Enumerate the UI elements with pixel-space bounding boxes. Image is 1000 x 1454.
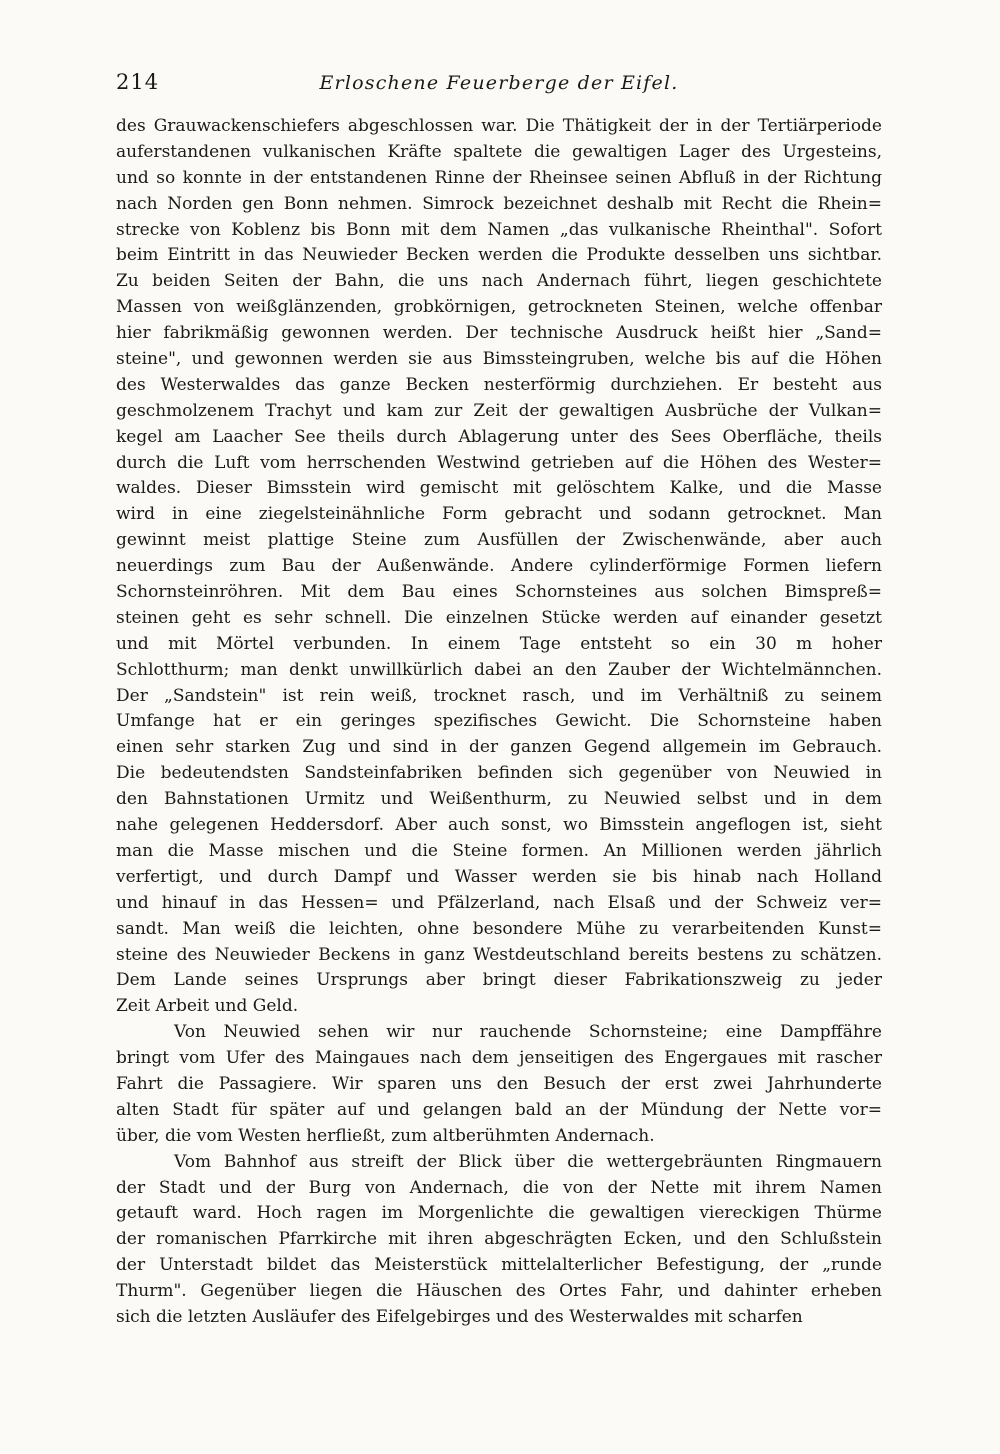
text-line: über, die vom Westen herfließt, zum altberühmten Andernach. bbox=[116, 1125, 655, 1146]
running-title: Erloschene Feuerberge der Eifel. bbox=[319, 72, 679, 94]
text-line: und hinauf in das Hessen= und Pfälzerland, nach Elsaß und der Schweiz ver= bbox=[116, 892, 882, 913]
text-line: Fahrt die Passagiere. Wir sparen uns den Besuch der erst zwei Jahrhunderte bbox=[116, 1073, 882, 1094]
text-line: kegel am Laacher See theils durch Ablagerung unter des Sees Oberfläche, theils bbox=[116, 426, 882, 447]
text-line: beim Eintritt in das Neuwieder Becken werden die Produkte desselben uns sichtbar. bbox=[116, 245, 882, 266]
text-line: des Grauwackenschiefers abgeschlossen war. Die Thätigkeit der in der Tertiärperiode bbox=[116, 116, 882, 136]
text-line: nach Norden gen Bonn nehmen. Simrock bezeichnet deshalb mit Recht die Rhein= bbox=[116, 193, 882, 214]
text-line: geschmolzenem Trachyt und kam zur Zeit der gewaltigen Ausbrüche der Vulkan= bbox=[116, 400, 882, 421]
text-line: Zu beiden Seiten der Bahn, die uns nach Andernach führt, liegen geschichtete bbox=[116, 271, 882, 292]
body-text bbox=[116, 114, 882, 1331]
text-line: man die Masse mischen und die Steine formen. An Millionen werden jährlich bbox=[116, 840, 882, 861]
text-line: wird in eine ziegelsteinähnliche Form gebracht und sodann getrocknet. Man bbox=[116, 504, 882, 525]
running-head bbox=[116, 70, 882, 102]
text-line: auferstandenen vulkanischen Kräfte spaltete die gewaltigen Lager des Urgesteins, bbox=[116, 141, 882, 162]
text-line: waldes. Dieser Bimsstein wird gemischt mit gelöschtem Kalke, und die Masse bbox=[116, 478, 882, 499]
text-line: Schornsteinröhren. Mit dem Bau eines Schornsteines aus solchen Bimspreß= bbox=[116, 582, 882, 603]
text-line: Vom Bahnhof aus streift der Blick über die wettergebräunten Ringmauern bbox=[174, 1151, 882, 1172]
text-line: und mit Mörtel verbunden. In einem Tage entsteht so ein 30 m hoher bbox=[116, 633, 882, 654]
text-line: alten Stadt für später auf und gelangen bald an der Mündung der Nette vor= bbox=[116, 1099, 882, 1120]
text-line: der Unterstadt bildet das Meisterstück mittelalterlicher Befestigung, der „runde bbox=[116, 1255, 882, 1276]
text-line: gewinnt meist plattige Steine zum Ausfüllen der Zwischenwände, aber auch bbox=[116, 530, 882, 551]
text-line: Dem Lande seines Ursprungs aber bringt dieser Fabrikationszweig zu jeder bbox=[116, 970, 882, 991]
text-line: sich die letzten Ausläufer des Eifelgebirges und des Westerwaldes mit scharfen bbox=[116, 1306, 803, 1327]
text-line: Die bedeutendsten Sandsteinfabriken befinden sich gegenüber von Neuwied in bbox=[116, 763, 882, 784]
text-line: einen sehr starken Zug und sind in der ganzen Gegend allgemein im Gebrauch. bbox=[116, 737, 882, 758]
page-number: 214 bbox=[116, 70, 160, 94]
text-line: Der „Sandstein" ist rein weiß, trocknet rasch, und im Verhältniß zu seinem bbox=[116, 685, 882, 706]
text-line: des Westerwaldes das ganze Becken nesterförmig durchziehen. Er besteht aus bbox=[116, 374, 882, 395]
text-line: Umfange hat er ein geringes spezifisches Gewicht. Die Schornsteine haben bbox=[116, 711, 882, 732]
paragraph bbox=[116, 1150, 882, 1331]
text-line: hier fabrikmäßig gewonnen werden. Der technische Ausdruck heißt hier „Sand= bbox=[116, 323, 882, 344]
text-line: steinen geht es sehr schnell. Die einzelnen Stücke werden auf einander gesetzt bbox=[116, 607, 882, 628]
text-line: Zeit Arbeit und Geld. bbox=[116, 996, 299, 1017]
text-line: strecke von Koblenz bis Bonn mit dem Namen „das vulkanische Rheinthal". Sofort bbox=[116, 219, 882, 240]
text-line: sandt. Man weiß die leichten, ohne besondere Mühe zu verarbeitenden Kunst= bbox=[116, 918, 882, 939]
text-line: steine", und gewonnen werden sie aus Bimssteingruben, welche bis auf die Höhen bbox=[116, 349, 882, 370]
paragraph bbox=[116, 114, 882, 1020]
text-line: und so konnte in der entstandenen Rinne der Rheinsee seinen Abfluß in der Richtung bbox=[116, 167, 882, 188]
text-line: durch die Luft vom herrschenden Westwind getrieben auf die Höhen des Wester= bbox=[116, 452, 882, 473]
text-line: steine des Neuwieder Beckens in ganz Westdeutschland bereits bestens zu schätzen. bbox=[116, 944, 882, 965]
text-line: Thurm". Gegenüber liegen die Häuschen des Ortes Fahr, und dahinter erheben bbox=[116, 1281, 882, 1302]
text-line: der Stadt und der Burg von Andernach, die von der Nette mit ihrem Namen bbox=[116, 1177, 882, 1198]
text-line: neuerdings zum Bau der Außenwände. Andere cylinderförmige Formen liefern bbox=[116, 556, 882, 577]
text-line: Massen von weißglänzenden, grobkörnigen, getrockneten Steinen, welche offenbar bbox=[116, 297, 882, 318]
text-line: verfertigt, und durch Dampf und Wasser werden sie bis hinab nach Holland bbox=[116, 866, 882, 887]
text-line: der romanischen Pfarrkirche mit ihren abgeschrägten Ecken, und den Schlußstein bbox=[116, 1229, 882, 1250]
text-line: nahe gelegenen Heddersdorf. Aber auch sonst, wo Bimsstein angeflogen ist, sieht bbox=[116, 815, 882, 836]
text-line: Schlotthurm; man denkt unwillkürlich dabei an den Zauber der Wichtelmännchen. bbox=[116, 659, 882, 680]
text-line: getauft ward. Hoch ragen im Morgenlichte die gewaltigen viereckigen Thürme bbox=[116, 1203, 882, 1224]
text-line: bringt vom Ufer des Maingaues nach dem jenseitigen des Engergaues mit rascher bbox=[116, 1048, 882, 1069]
text-line: den Bahnstationen Urmitz und Weißenthurm, zu Neuwied selbst und in dem bbox=[116, 789, 882, 810]
paragraph bbox=[116, 1020, 882, 1149]
text-line: Von Neuwied sehen wir nur rauchende Schornsteine; eine Dampffähre bbox=[174, 1022, 882, 1043]
